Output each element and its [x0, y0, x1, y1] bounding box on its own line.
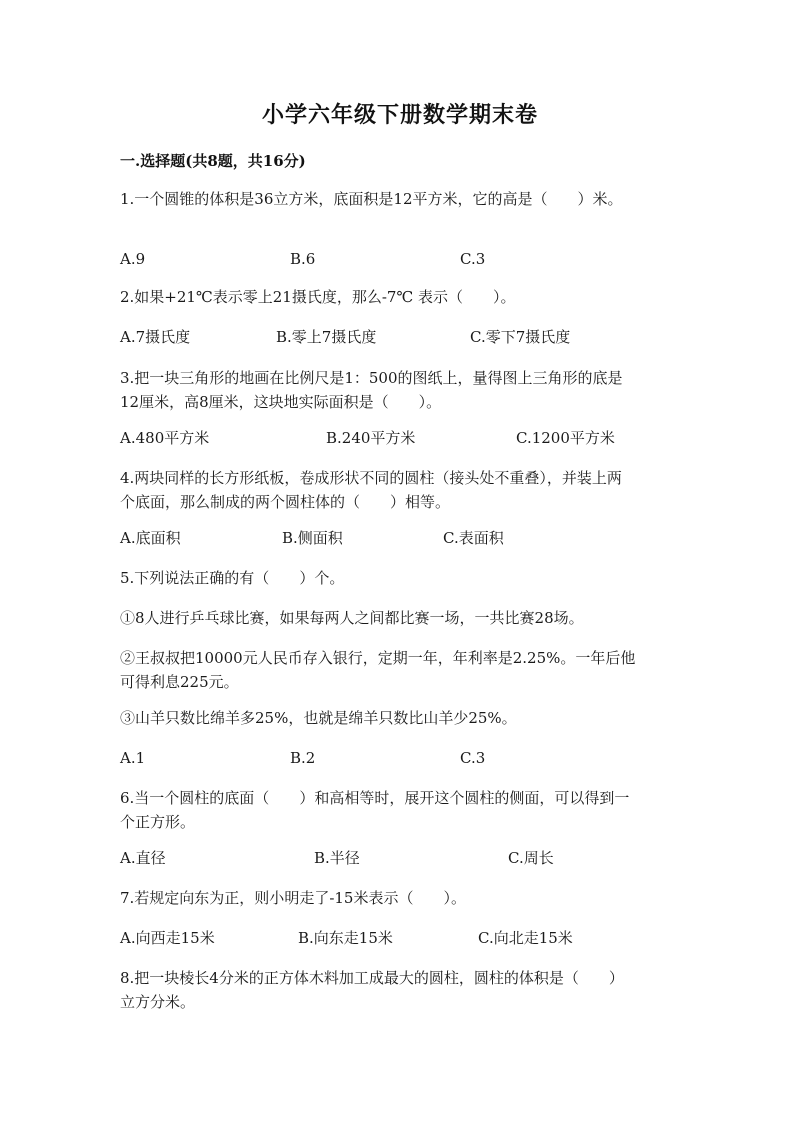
statement-text-line-2: 可得利息225元。 — [120, 673, 239, 691]
question-text-line-2: 12厘米，高8厘米，这块地实际面积是（ ）。 — [120, 393, 442, 411]
question-text: 7.若规定向东为正，则小明走了-15米表示（ ）。 — [120, 889, 466, 907]
question-text: 5.下列说法正确的有（ ）个。 — [120, 569, 345, 587]
question-5 — [120, 566, 690, 590]
option-c: C.3 — [460, 250, 486, 268]
option-b: B.6 — [290, 250, 316, 268]
option-b: B.侧面积 — [282, 529, 343, 547]
statement-1 — [120, 606, 690, 630]
option-a: A.480平方米 — [120, 429, 210, 447]
question-7 — [120, 886, 690, 910]
question-3 — [120, 366, 690, 414]
question-1 — [120, 187, 690, 211]
question-text-line-2: 个正方形。 — [120, 813, 196, 831]
option-a: A.7摄氏度 — [120, 328, 191, 346]
statement-2 — [120, 646, 690, 694]
question-text-line-1: 8.把一块棱长4分米的正方体木料加工成最大的圆柱，圆柱的体积是（ ） — [120, 969, 624, 987]
statement-text-line-1: ②王叔叔把10000元人民币存入银行，定期一年，年利率是2.25%。一年后他 — [120, 649, 636, 667]
section-heading: 一.选择题(共8题，共16分) — [120, 152, 306, 170]
statement-text: ③山羊只数比绵羊多25%，也就是绵羊只数比山羊少25%。 — [120, 709, 517, 727]
option-a: A.底面积 — [120, 529, 181, 547]
option-c: C.表面积 — [443, 529, 504, 547]
question-text-line-1: 3.把一块三角形的地画在比例尺是1：500的图纸上，量得图上三角形的底是 — [120, 369, 623, 387]
option-c: C.3 — [460, 749, 486, 767]
question-6 — [120, 786, 690, 834]
question-4 — [120, 466, 690, 514]
option-b: B.零上7摄氏度 — [276, 328, 377, 346]
option-a: A.1 — [120, 749, 146, 767]
question-8 — [120, 966, 690, 1014]
question-text-line-1: 4.两块同样的长方形纸板，卷成形状不同的圆柱（接头处不重叠），并装上两 — [120, 469, 622, 487]
question-2 — [120, 285, 690, 309]
option-b: B.2 — [290, 749, 316, 767]
option-c: C.零下7摄氏度 — [470, 328, 571, 346]
option-a: A.向西走15米 — [120, 929, 215, 947]
option-c: C.向北走15米 — [478, 929, 573, 947]
option-c: C.周长 — [508, 849, 554, 867]
option-a: A.直径 — [120, 849, 166, 867]
option-b: B.向东走15米 — [298, 929, 393, 947]
statement-text: ①8人进行乒乓球比赛，如果每两人之间都比赛一场，一共比赛28场。 — [120, 609, 584, 627]
option-c: C.1200平方米 — [516, 429, 615, 447]
question-text-line-1: 6.当一个圆柱的底面（ ）和高相等时，展开这个圆柱的侧面，可以得到一 — [120, 789, 630, 807]
question-text: 2.如果+21℃表示零上21摄氏度，那么-7℃ 表示（ ）。 — [120, 288, 516, 306]
question-text-line-2: 个底面，那么制成的两个圆柱体的（ ）相等。 — [120, 493, 451, 511]
statement-3 — [120, 706, 690, 730]
option-a: A.9 — [120, 250, 146, 268]
option-b: B.240平方米 — [326, 429, 416, 447]
question-text: 1.一个圆锥的体积是36立方米，底面积是12平方米，它的高是（ ）米。 — [120, 190, 623, 208]
question-text-line-2: 立方分米。 — [120, 993, 196, 1011]
option-b: B.半径 — [314, 849, 360, 867]
page-title: 小学六年级下册数学期末卷 — [261, 102, 538, 128]
